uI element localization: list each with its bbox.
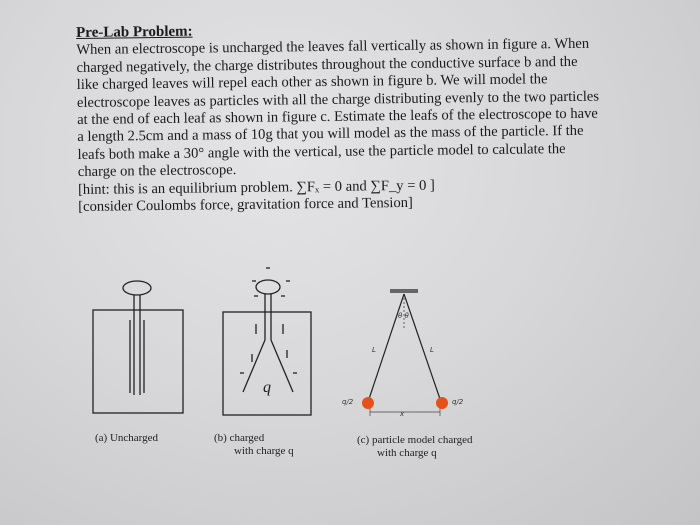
caption-c xyxy=(357,434,473,460)
charge-label-right: q/2 xyxy=(452,398,464,406)
length-label-right: L xyxy=(430,346,434,354)
problem-line: charged negatively, the charge distributes throughout the conductive surface b and the xyxy=(76,53,578,76)
problem-line: a length 2.5cm and a mass of 10g that you will model as the mass of the particle. If the xyxy=(77,123,584,146)
caption-b xyxy=(214,432,294,458)
figure-a-knob xyxy=(123,281,151,295)
separation-label: x xyxy=(400,410,405,418)
right-leaf xyxy=(404,294,440,399)
problem-heading: Pre-Lab Problem: xyxy=(76,23,193,41)
caption-b-line1: (b) charged xyxy=(214,432,265,444)
left-particle xyxy=(362,397,374,409)
figure-b-knob xyxy=(256,280,280,294)
problem-line: When an electroscope is uncharged the leaves fall vertically as shown in figure a. When xyxy=(76,36,590,59)
problem-line: like charged leaves will repel each other as shown in figure b. We will model the xyxy=(76,71,548,94)
hint-line: [hint: this is an equilibrium problem. ∑Fₓ = 0 and ∑F_y = 0 ] xyxy=(77,177,435,198)
charge-label-left: q/2 xyxy=(342,398,354,406)
caption-b-line2: with charge q xyxy=(234,445,294,457)
problem-line: at the end of each leaf as shown in figure c. Estimate the leafs of the electroscope to have xyxy=(77,105,598,129)
length-label-left: L xyxy=(372,346,376,354)
caption-c-line1: (c) particle model charged xyxy=(357,434,473,446)
caption-c-line2: with charge q xyxy=(377,447,437,459)
figure-b-jar xyxy=(223,312,311,415)
problem-line: electroscope leaves as particles with all the charge distributing evenly to the two particles xyxy=(76,88,600,111)
caption-a: (a) Uncharged xyxy=(95,432,159,444)
problem-line: charge on the electroscope. xyxy=(77,162,237,181)
right-particle xyxy=(436,397,448,409)
charge-symbol: q xyxy=(263,379,271,396)
consider-line: [consider Coulombs force, gravitation force and Tension] xyxy=(78,194,413,216)
problem-line: leafs both make a 30° angle with the vertical, use the particle model to calculate the xyxy=(77,140,566,163)
theta-label: θ θ xyxy=(398,312,409,320)
figure-a-electroscope xyxy=(93,281,183,413)
figure-a-jar xyxy=(93,310,183,413)
